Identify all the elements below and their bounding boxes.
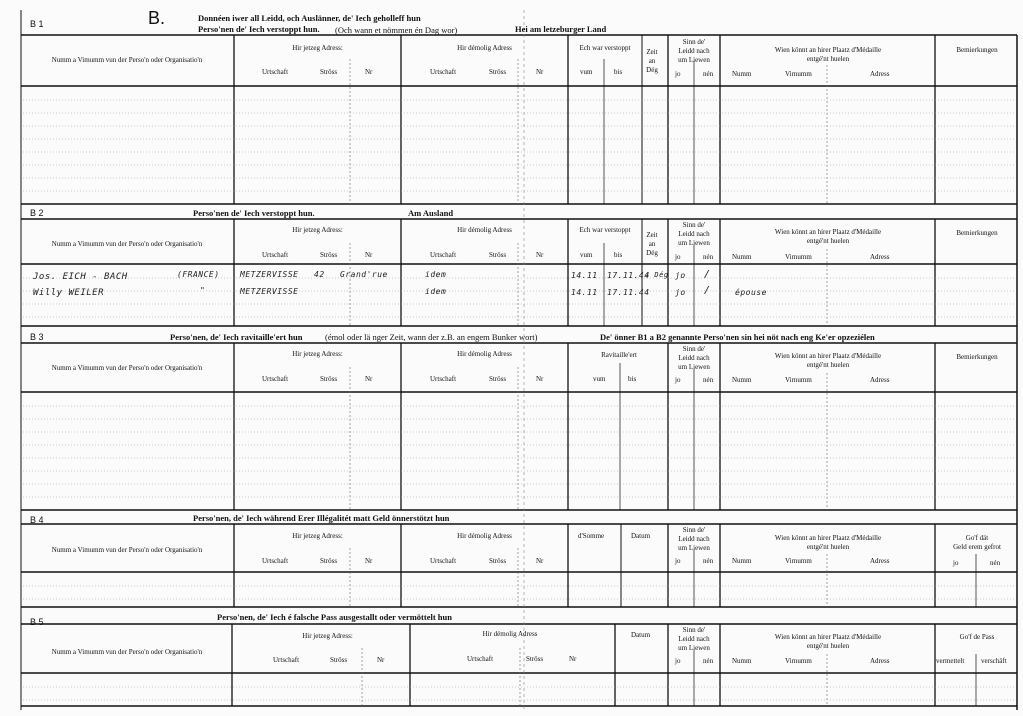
- entry1-until: 17.11.44: [607, 271, 650, 280]
- entry2-country: ": [200, 286, 206, 295]
- b4-street: Ströss: [320, 557, 338, 565]
- section-code-b2: B 2: [30, 208, 44, 218]
- b5-current-address: Hir jetzeg Adress:: [302, 632, 353, 640]
- b4-nr2: Nr: [536, 557, 544, 565]
- b4-m-address: Adress: [870, 557, 890, 565]
- b3-name-header: Numm a Vimumm vun der Perso'n oder Organisatio'n: [51, 364, 203, 372]
- b4-medal1: Wien könnt an hirer Plaatz d'Médaille: [774, 534, 882, 542]
- b1-nr2: Nr: [536, 68, 544, 76]
- b1-time3: Dég: [646, 66, 658, 74]
- b1-time2: an: [648, 57, 656, 65]
- b3-nr2: Nr: [536, 375, 544, 383]
- entry2-until: 17.11.44: [607, 288, 650, 297]
- section-code-b1: B 1: [30, 19, 44, 29]
- title-line2-note: (Och wann et nömmen én Dag wor): [335, 25, 458, 35]
- b1-hidden: Ech war verstoppt: [579, 44, 631, 52]
- b3-m-firstname: Virnumm: [785, 376, 812, 384]
- b4-town: Urtschaft: [262, 557, 289, 565]
- b1-remarks: Bemierkungen: [956, 46, 998, 54]
- b1-from: vum: [580, 68, 593, 76]
- b2-time1: Zeit: [646, 231, 658, 239]
- b1-until: bis: [614, 68, 623, 76]
- b1-nr: Nr: [365, 68, 373, 76]
- b5-date: Datum: [631, 631, 651, 639]
- b3-m-name: Numm: [732, 376, 752, 384]
- entry1-nr: 42: [314, 270, 325, 279]
- b4-money2: Geld erem gefrot: [953, 543, 1001, 551]
- entry1-mark: /: [704, 269, 711, 280]
- b3-current-address: Hir jetzeg Adress:: [292, 350, 343, 358]
- entry1-days: 4 Dég: [645, 271, 669, 279]
- b1-suffered2: Leidd nach: [678, 47, 710, 55]
- b2-street2: Ströss: [489, 251, 507, 259]
- b1-medal1: Wien könnt an hirer Plaatz d'Médaille: [774, 46, 882, 54]
- b2-current-address: Hir jetzeg Adress:: [292, 226, 343, 234]
- b3-suffered3: um Liewen: [678, 363, 710, 371]
- b3-no: nén: [703, 376, 714, 384]
- entry2-from: 14.11: [571, 288, 598, 297]
- entry2-name: Willy WEILER: [33, 288, 105, 298]
- b1-town2: Urtschaft: [430, 68, 457, 76]
- b3-nr: Nr: [365, 375, 373, 383]
- b4-name-header: Numm a Vimumm vun der Perso'n oder Organisatio'n: [51, 546, 203, 554]
- b5-town2: Urtschaft: [467, 655, 494, 663]
- b2-time3: Dég: [646, 249, 658, 257]
- b3-note2: De' önner B1 a B2 genannte Perso'nen sin hei nöt nach eng Ke'er opzeziélen: [600, 332, 875, 342]
- b3-m-address: Adress: [870, 376, 890, 384]
- b5-m-name: Numm: [732, 657, 752, 665]
- section-code-b3: B 3: [30, 332, 44, 342]
- b3-town: Urtschaft: [262, 375, 289, 383]
- page-title: Donnéen iwer all Leidd, och Auslänner, de' Iech geholleff hun: [198, 13, 421, 23]
- entry2-yes: jo: [675, 288, 686, 297]
- b4-current-address: Hir jetzeg Adress:: [292, 532, 343, 540]
- b1-suffered1: Sinn de': [682, 38, 706, 46]
- b4-no: nén: [703, 557, 714, 565]
- b2-town: Urtschaft: [262, 251, 289, 259]
- b3-town2: Urtschaft: [430, 375, 457, 383]
- b1-street2: Ströss: [489, 68, 507, 76]
- entry2-town: METZERVISSE: [240, 287, 299, 296]
- b5-suffered2: Leidd nach: [678, 635, 710, 643]
- section-letter: B.: [148, 8, 166, 28]
- b5-yes: jo: [675, 657, 681, 665]
- entry1-from: 14.11: [571, 271, 598, 280]
- b2-title: Perso'nen de' Iech verstoppt hun.: [193, 208, 315, 218]
- b1-no: nén: [703, 70, 714, 78]
- b5-pass-no: verschäft: [981, 657, 1007, 665]
- entry2-medal-name: épouse: [735, 288, 767, 297]
- b4-former-address: Hir démolig Adress: [457, 532, 512, 540]
- b4-m-firstname: Virnumm: [785, 557, 812, 565]
- entry1-street: Grand'rue: [340, 270, 388, 279]
- entry2-mark: /: [704, 285, 711, 296]
- b5-nr: Nr: [377, 656, 385, 664]
- section-code-b4: B 4: [30, 515, 44, 525]
- b5-nr2: Nr: [569, 655, 577, 663]
- b5-suffered3: um Liewen: [678, 644, 710, 652]
- b2-hidden: Ech war verstoppt: [579, 226, 631, 234]
- b3-former-address: Hir démolig Adress: [457, 350, 512, 358]
- b4-sum: d'Somme: [578, 532, 605, 540]
- b1-time1: Zeit: [646, 48, 658, 56]
- b1-suffered3: um Liewen: [678, 56, 710, 64]
- b4-nr: Nr: [365, 557, 373, 565]
- b1-street: Ströss: [320, 68, 338, 76]
- entry1-yes: jo: [675, 271, 686, 280]
- b2-former-address: Hir démolig Adress: [457, 226, 512, 234]
- b1-former-address: Hir démolig Adress: [457, 44, 512, 52]
- section-code-b5: B 5: [30, 617, 44, 627]
- b1-medal2: entgé'nt huelen: [806, 55, 850, 63]
- b4-suffered1: Sinn de': [682, 526, 706, 534]
- entry2-former: idem: [425, 287, 447, 296]
- b5-no: nén: [703, 657, 714, 665]
- b2-yes: jo: [675, 253, 681, 261]
- b3-street: Ströss: [320, 375, 338, 383]
- b5-former-address: Hir démolig Adress: [482, 630, 538, 638]
- b3-street2: Ströss: [489, 375, 507, 383]
- b3-suffered1: Sinn de': [682, 345, 706, 353]
- b4-medal2: entgé'nt huelen: [806, 543, 850, 551]
- b2-from: vum: [580, 251, 593, 259]
- b2-suffered3: um Liewen: [678, 239, 710, 247]
- b2-street: Ströss: [320, 251, 338, 259]
- b2-place: Am Ausland: [408, 208, 454, 218]
- b3-remarks: Bemierkungen: [956, 353, 998, 361]
- b2-medal2: entgé'nt huelen: [806, 237, 850, 245]
- b3-note: (émol oder lä nger Zeit, wann der z.B. an engem Bunker wort): [325, 332, 538, 342]
- b5-suffered1: Sinn de': [682, 626, 706, 634]
- b5-m-firstname: Virnumm: [785, 657, 812, 665]
- b5-street2: Ströss: [526, 655, 544, 663]
- title-line2-bold: Perso'nen de' Iech verstoppt hun.: [198, 24, 320, 34]
- b4-money-yes: jo: [953, 559, 959, 567]
- b2-remarks: Bemierkungen: [956, 229, 998, 237]
- b4-yes: jo: [675, 557, 681, 565]
- b2-town2: Urtschaft: [430, 251, 457, 259]
- b2-suffered1: Sinn de': [682, 221, 706, 229]
- b4-suffered2: Leidd nach: [678, 535, 710, 543]
- b3-yes: jo: [675, 376, 681, 384]
- b3-from: vum: [593, 375, 606, 383]
- entry1-town: METZERVISSE: [240, 270, 299, 279]
- entry1-name: Jos. EICH - BACH: [33, 272, 128, 282]
- b3-medal1: Wien könnt an hirer Plaatz d'Médaille: [774, 352, 882, 360]
- b4-title: Perso'nen, de' Iech während Erer Illégalitét matt Geld önnerstötzt hun: [193, 513, 450, 523]
- b2-nr: Nr: [365, 251, 373, 259]
- b5-medal2: entgé'nt huelen: [806, 642, 850, 650]
- b3-medal2: entgé'nt huelen: [806, 361, 850, 369]
- b4-money-no: nén: [990, 559, 1001, 567]
- b5-pass-yes: vermettelt: [936, 657, 965, 665]
- b2-until: bis: [614, 251, 623, 259]
- b1-current-address: Hir jetzeg Adress:: [292, 44, 343, 52]
- b1-town: Urtschaft: [262, 68, 289, 76]
- b1-yes: jo: [675, 70, 681, 78]
- b4-suffered3: um Liewen: [678, 544, 710, 552]
- b3-suffered2: Leidd nach: [678, 354, 710, 362]
- b4-money1: Go'f dät: [965, 534, 989, 542]
- b5-street: Ströss: [330, 656, 348, 664]
- b3-title: Perso'nen, de' Iech ravitaille'ert hun: [170, 332, 303, 342]
- b4-m-name: Numm: [732, 557, 752, 565]
- b2-name-header: Numm a Vimumm vun der Perso'n oder Organisatio'n: [51, 240, 203, 248]
- b5-town: Urtschaft: [273, 656, 300, 664]
- b5-name-header: Numm a Vimumm vun der Perso'n oder Organisatio'n: [51, 648, 203, 656]
- entry1-country: (FRANCE): [177, 270, 220, 279]
- b1-m-name: Numm: [732, 70, 752, 78]
- b3-provisioned: Ravitaille'ert: [601, 351, 637, 359]
- b2-nr2: Nr: [536, 251, 544, 259]
- b4-town2: Urtschaft: [430, 557, 457, 565]
- b4-street2: Ströss: [489, 557, 507, 565]
- entry1-former: idem: [425, 270, 447, 279]
- b5-m-address: Adress: [870, 657, 890, 665]
- b2-suffered2: Leidd nach: [678, 230, 710, 238]
- b1-name-header: Numm a Vimumm vun der Perso'n oder Organisatio'n: [51, 56, 203, 64]
- b2-m-address: Adress: [870, 253, 890, 261]
- b2-time2: an: [648, 240, 656, 248]
- b1-m-firstname: Virnumm: [785, 70, 812, 78]
- b1-m-address: Adress: [870, 70, 890, 78]
- b2-m-firstname: Virnumm: [785, 253, 812, 261]
- b2-m-name: Numm: [732, 253, 752, 261]
- b2-medal1: Wien könnt an hirer Plaatz d'Médaille: [774, 228, 882, 236]
- b5-pass: Go'f de Pass: [959, 633, 995, 641]
- b4-date: Datum: [631, 532, 651, 540]
- b5-medal1: Wien könnt an hirer Plaatz d'Médaille: [774, 633, 882, 641]
- b5-title: Perso'nen, de' Iech é falsche Pass ausgestallt oder vermöttelt hun: [217, 612, 452, 622]
- b3-until: bis: [628, 375, 637, 383]
- b2-no: nén: [703, 253, 714, 261]
- title-line2-place: Hei am letzeburger Land: [515, 24, 607, 34]
